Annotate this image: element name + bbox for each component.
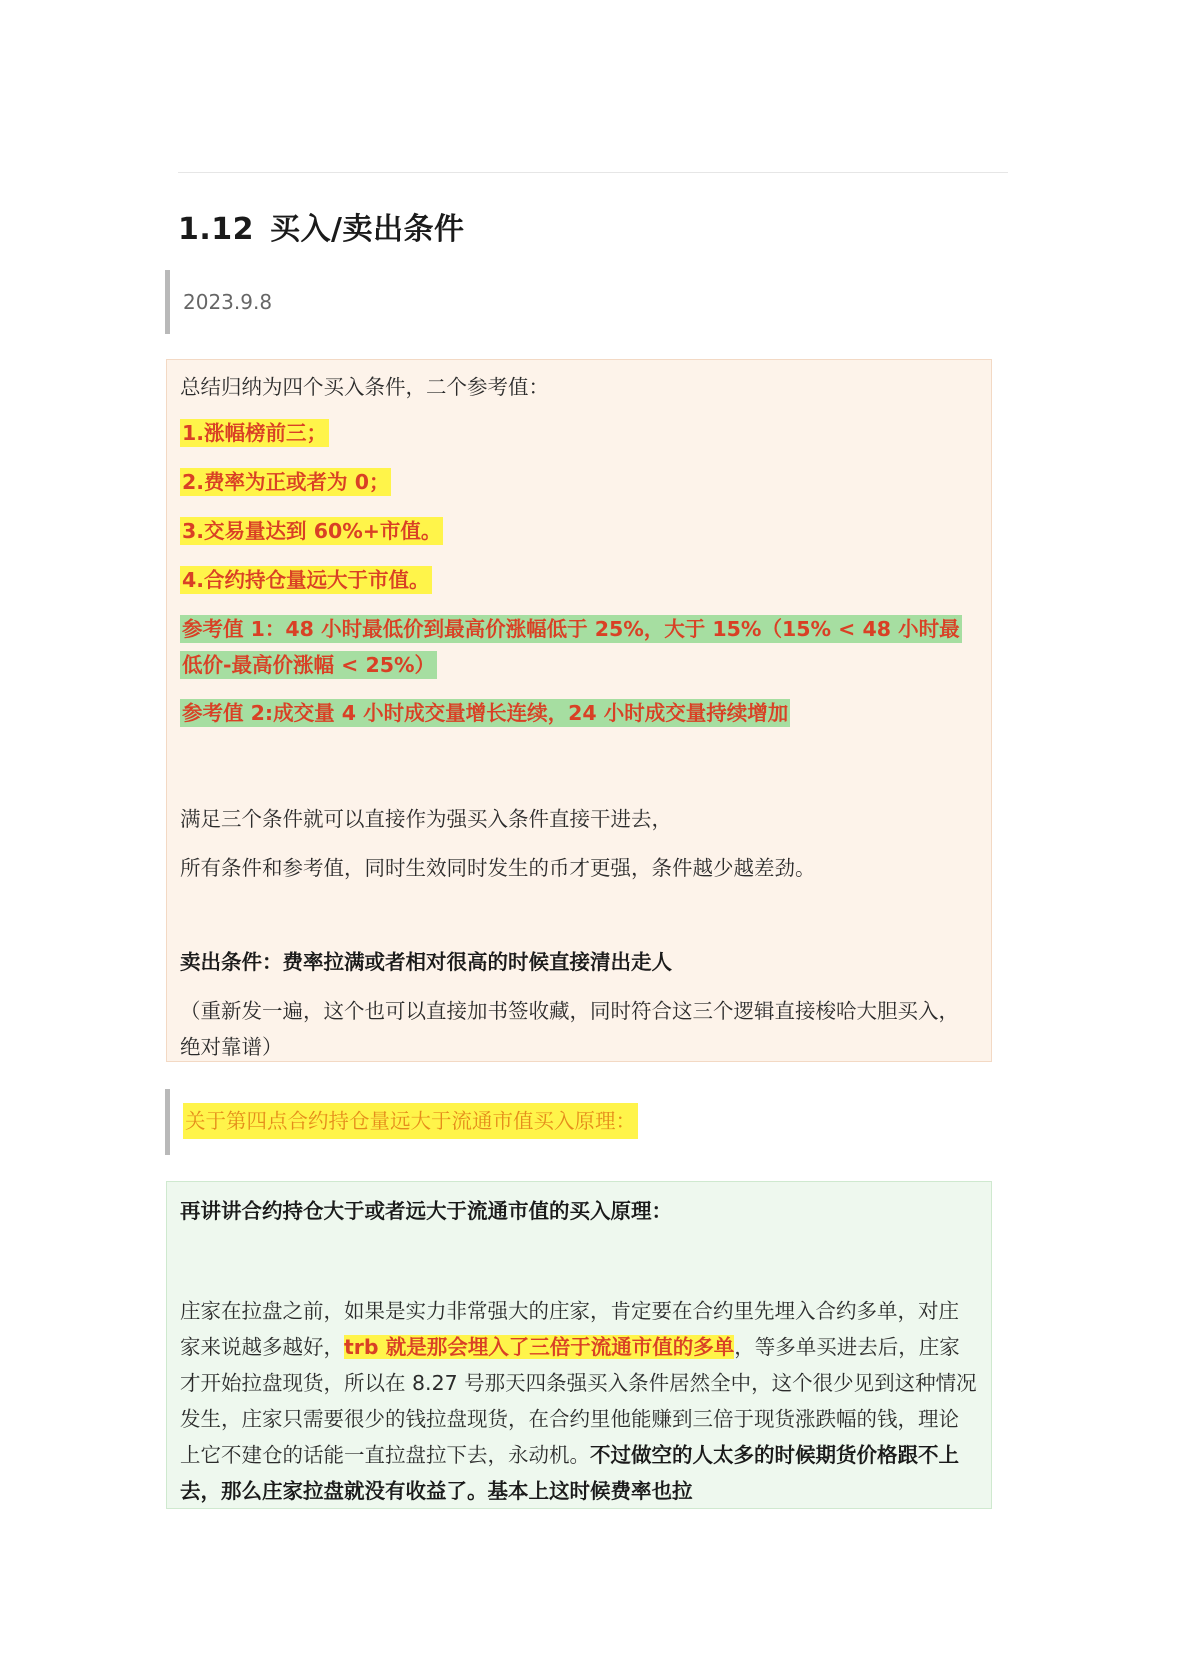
reference-1-line-2: 低价-最高价涨幅 < 25%） [182, 653, 436, 677]
principle-title: 再讲讲合约持仓大于或者远大于流通市值的买入原理： [180, 1199, 672, 1223]
section-title: 买入/卖出条件 [270, 212, 465, 247]
condition-4: 4.合约持仓量远大于市值。 [182, 568, 430, 592]
note-2: 所有条件和参考值，同时生效同时发生的币才更强，条件越少越差劲。 [180, 856, 816, 880]
principle-paragraph [180, 1293, 979, 1509]
principle-quote [165, 1089, 638, 1155]
section-number: 1.12 [178, 212, 255, 247]
condition-1: 1.涨幅榜前三； [182, 421, 328, 445]
condition-3: 3.交易量达到 60%+市值。 [182, 519, 442, 543]
condition-2: 2.费率为正或者为 0； [182, 470, 390, 494]
reference-1-line-1: 参考值 1：48 小时最低价到最高价涨幅低于 25%，大于 15%（15% < 48 小时最 [182, 617, 960, 641]
principle-para-bold: 不过做空的人太多的时候期货价格跟不上去，那么庄家拉盘就没有收益了。基本上这时候费率也拉 [180, 1443, 959, 1503]
resend-note: （重新发一遍，这个也可以直接加书签收藏，同时符合这三个逻辑直接梭哈大胆买入，绝对靠谱） [180, 999, 959, 1059]
sell-condition: 卖出条件：费率拉满或者相对很高的时候直接清出走人 [180, 950, 672, 974]
date-quote [165, 270, 272, 334]
principle-box [166, 1181, 992, 1509]
principle-para-middle: ，等多单买进去后，庄家才开始拉盘现货，所以在 8.27 号那天四条强买入条件居然全中，这个很少见到这种情况发生，庄家只需要很少的钱拉盘现货，在合约里他能赚到三倍于现货涨跌幅的钱，理论上它不建仓的话能一直拉盘拉下去，永动机。 [180, 1335, 977, 1467]
date-text: 2023.9.8 [183, 290, 273, 314]
reference-2: 参考值 2:成交量 4 小时成交量增长连续，24 小时成交量持续增加 [182, 701, 789, 725]
summary-intro: 总结归纳为四个买入条件，二个参考值： [180, 375, 549, 399]
summary-box [166, 359, 992, 1062]
principle-para-start: 庄家在拉盘之前，如果是实力非常强大的庄家，肯定要在合约里先埋入合约多单，对庄家来说越多越好， [180, 1299, 959, 1359]
principle-para-highlight: trb 就是那会埋入了三倍于流通市值的多单 [344, 1335, 735, 1359]
principle-quote-text: 关于第四点合约持仓量远大于流通市值买入原理： [183, 1103, 638, 1139]
top-divider [178, 172, 1008, 173]
section-heading [178, 204, 465, 248]
note-1: 满足三个条件就可以直接作为强买入条件直接干进去， [180, 807, 672, 831]
